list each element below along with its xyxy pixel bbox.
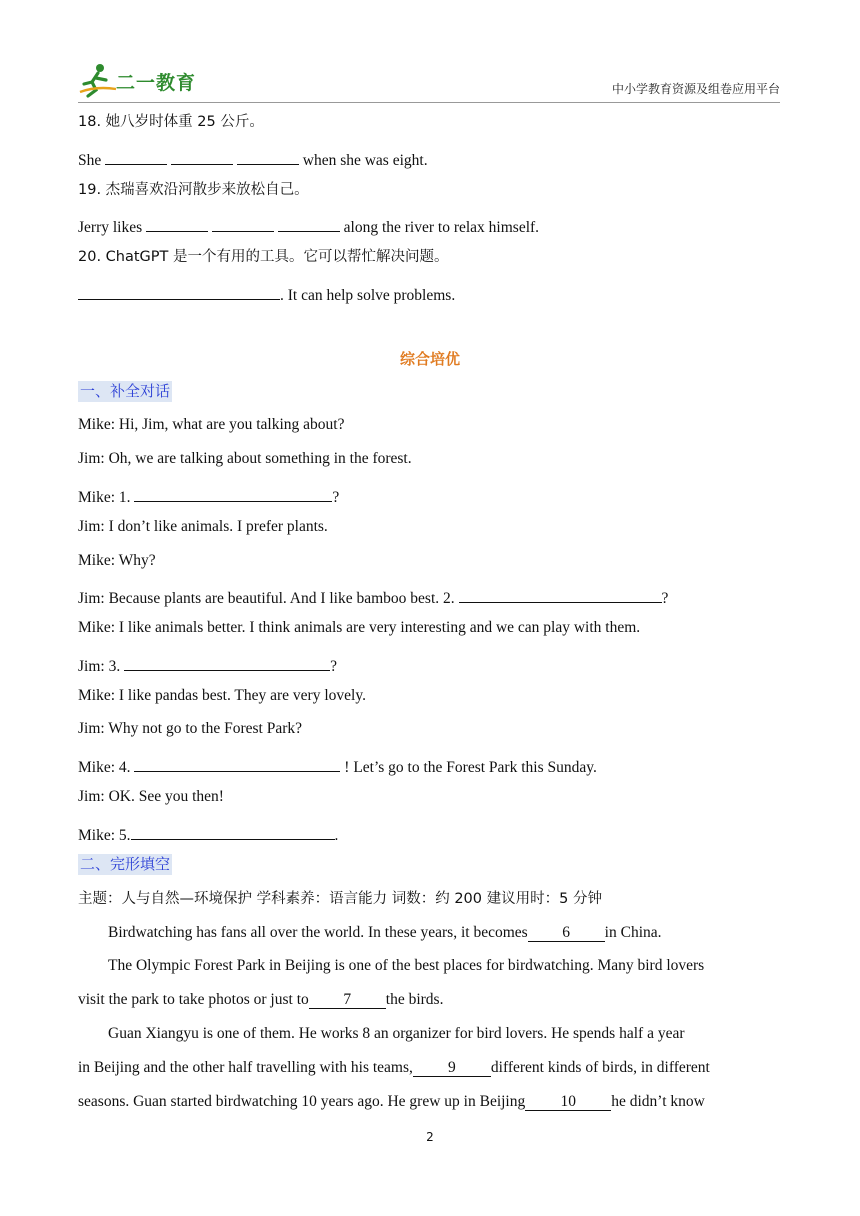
blank4-prefix: Mike: 4. bbox=[78, 759, 135, 776]
blank5-suffix: . bbox=[334, 827, 339, 844]
cloze-text: in Beijing and the other half travelling with his teams, bbox=[78, 1059, 413, 1076]
cloze-meta: 主题：人与自然—环境保护 学科素养：语言能力 词数：约 200 建议用时：5 分钟 bbox=[78, 891, 602, 907]
q18-blank-2[interactable] bbox=[171, 146, 233, 165]
dialogue-line: Mike: Hi, Jim, what are you talking about? bbox=[78, 416, 345, 433]
logo bbox=[78, 62, 208, 98]
header-divider bbox=[78, 102, 780, 103]
q18-end: when she was eight. bbox=[302, 152, 428, 169]
cloze-text: the birds. bbox=[385, 991, 444, 1008]
q18-blank-1[interactable] bbox=[105, 146, 167, 165]
dialogue-blank-1 bbox=[78, 483, 339, 508]
runner-logo-icon bbox=[78, 62, 118, 98]
blank3-prefix: Jim: 3. bbox=[78, 658, 125, 675]
q19-end: along the river to relax himself. bbox=[343, 219, 540, 236]
dialogue-blank-4 bbox=[78, 753, 597, 778]
q18-blank-3[interactable] bbox=[237, 146, 299, 165]
blank2-suffix: ? bbox=[661, 590, 669, 607]
q19-blank-2[interactable] bbox=[212, 213, 274, 232]
cloze-text: visit the park to take photos or just to bbox=[78, 991, 309, 1008]
cloze-paragraph-2-line-2 bbox=[78, 990, 443, 1010]
cloze-text: he didn’t know bbox=[611, 1093, 705, 1110]
dialogue-line: Mike: I like pandas best. They are very lovely. bbox=[78, 687, 366, 704]
q19-blank-1[interactable] bbox=[146, 213, 208, 232]
cloze-text: different kinds of birds, in different bbox=[490, 1059, 710, 1076]
q20-end: . It can help solve problems. bbox=[280, 287, 456, 304]
logo-text: 二一教育 bbox=[116, 72, 197, 94]
q18-english bbox=[78, 146, 428, 171]
dialogue-line: Jim: Oh, we are talking about something in the forest. bbox=[78, 450, 412, 467]
cloze-paragraph-3-line-3 bbox=[78, 1092, 705, 1112]
cloze-text: seasons. Guan started birdwatching 10 years ago. He grew up in Beijing bbox=[78, 1093, 526, 1110]
q20-english bbox=[78, 281, 455, 306]
dialogue-line: Jim: Why not go to the Forest Park? bbox=[78, 720, 303, 737]
blank3-suffix: ? bbox=[330, 658, 337, 675]
section-title: 综合培优 bbox=[399, 350, 460, 368]
dialogue-answer-3[interactable] bbox=[124, 652, 330, 671]
dialogue-answer-2[interactable] bbox=[459, 584, 662, 603]
dialogue-line: Mike: Why? bbox=[78, 552, 156, 569]
q18-chinese: 18. 她八岁时体重 25 公斤。 bbox=[78, 114, 264, 130]
cloze-blank-6[interactable]: 6 bbox=[528, 923, 605, 942]
cloze-paragraph-3-line-1: Guan Xiangyu is one of them. He works 8 an organizer for bird lovers. He spends half a year bbox=[108, 1025, 685, 1042]
page-header bbox=[78, 62, 780, 102]
page-number: 2 bbox=[426, 1130, 434, 1144]
q20-chinese: 20. ChatGPT 是一个有用的工具。它可以帮忙解决问题。 bbox=[78, 249, 449, 265]
dialogue-blank-2 bbox=[78, 584, 668, 609]
part2-heading: 二、完形填空 bbox=[80, 855, 171, 873]
part1-heading: 一、补全对话 bbox=[80, 382, 171, 400]
blank5-prefix: Mike: 5. bbox=[78, 827, 131, 844]
blank2-prefix: Jim: Because plants are beautiful. And I like bamboo best. 2. bbox=[78, 590, 459, 607]
blank1-prefix: Mike: 1. bbox=[78, 489, 135, 506]
cloze-paragraph-2-line-1: The Olympic Forest Park in Beijing is one of the best places for birdwatching. Many bird lovers bbox=[108, 957, 705, 974]
dialogue-blank-5 bbox=[78, 821, 338, 846]
dialogue-line: Jim: OK. See you then! bbox=[78, 788, 224, 805]
dialogue-line: Mike: I like animals better. I think animals are very interesting and we can play with them. bbox=[78, 619, 641, 636]
q19-blank-3[interactable] bbox=[278, 213, 340, 232]
q20-blank[interactable] bbox=[78, 281, 280, 300]
blank1-suffix: ? bbox=[332, 489, 340, 506]
cloze-blank-7[interactable]: 7 bbox=[309, 990, 386, 1009]
platform-label: 中小学教育资源及组卷应用平台 bbox=[611, 82, 780, 96]
cloze-blank-9[interactable]: 9 bbox=[413, 1058, 491, 1077]
dialogue-answer-4[interactable] bbox=[134, 753, 340, 772]
q19-start: Jerry likes bbox=[78, 219, 143, 236]
dialogue-line: Jim: I don’t like animals. I prefer plants. bbox=[78, 518, 328, 535]
q19-english bbox=[78, 213, 539, 238]
cloze-paragraph-1 bbox=[108, 923, 662, 943]
cloze-paragraph-3-line-2 bbox=[78, 1058, 710, 1078]
dialogue-answer-1[interactable] bbox=[134, 483, 332, 502]
q18-start: She bbox=[78, 152, 102, 169]
dialogue-blank-3 bbox=[78, 652, 337, 677]
dialogue-answer-5[interactable] bbox=[131, 821, 335, 840]
blank4-suffix: ! Let’s go to the Forest Park this Sunday. bbox=[340, 759, 597, 776]
cloze-text: in China. bbox=[604, 924, 662, 941]
cloze-blank-10[interactable]: 10 bbox=[525, 1092, 611, 1111]
cloze-text: Birdwatching has fans all over the world. In these years, it becomes bbox=[108, 924, 528, 941]
q19-chinese: 19. 杰瑞喜欢沿河散步来放松自己。 bbox=[78, 182, 309, 198]
